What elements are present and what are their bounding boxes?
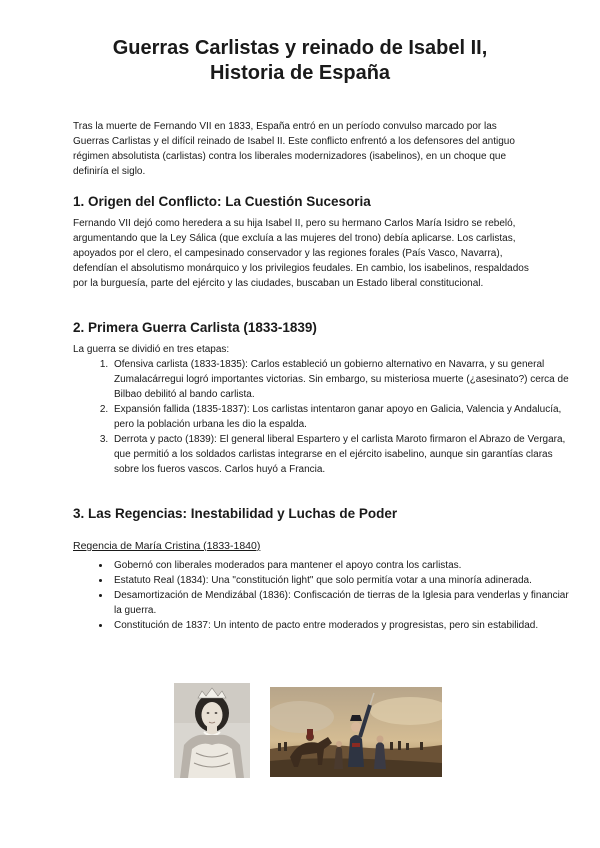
document-title — [60, 36, 540, 86]
section-3-heading: 3. Las Regencias: Inestabilidad y Luchas de Poder — [73, 506, 398, 521]
list-item: 1. Ofensiva carlista (1833-1835): Carlos estableció un gobierno alternativo en Navarra, y su general Zumalacárregui logró importantes victorias. Sin embargo, su misteriosa muerte (¿asesinato?) cerca de Bilbao debilitó al bando carlista. — [111, 357, 569, 402]
title-line-1: Guerras Carlistas y reinado de Isabel II, — [112, 37, 488, 59]
list-item: 3. Derrota y pacto (1839): El general liberal Espartero y el carlista Maroto firmaron el Abrazo de Vergara, que permitió a los soldados carlistas integrarse en el ejército isabelino, aunque sin garantías claras sobre los fueros vascos. Carlos huyó a Francia. — [111, 432, 569, 477]
section-2-stage-list — [73, 357, 569, 477]
isabel-ii-portrait-image — [174, 683, 250, 778]
section-1-paragraph: Fernando VII dejó como heredera a su hija Isabel II, pero su hermano Carlos María Isidro se rebeló, argumentando que la Ley Sálica (que excluía a las mujeres del trono) debía aplicarse. Los carlistas, apoyados por el clero, el campesinado conservador y las regiones forales (País Vasco, Navarra), defendían el absolutismo monárquico y los privilegios feudales. En cambio, los isabelinos, respaldados por la burguesía, parte del ejército y las ciudades, buscaban un Estado liberal constitucional. — [73, 218, 529, 289]
intro-paragraph: Tras la muerte de Fernando VII en 1833, España entró en un período convulso marcado por las Guerras Carlistas y el difícil reinado de Isabel II. Este conflicto enfrentó a los defensores del antiguo régimen absolutista (carlistas) contra los liberales modernizadores (isabelinos), en un choque que definiría el siglo. — [73, 121, 515, 177]
battle-painting-image — [270, 687, 442, 777]
section-3-bullet-list — [73, 558, 569, 633]
list-item: • Desamortización de Mendizábal (1836): Confiscación de tierras de la Iglesia para venderlas y financiar la guerra. — [111, 588, 569, 618]
section-3-subheading: Regencia de María Cristina (1833-1840) — [73, 540, 261, 552]
title-line-2: Historia de España — [209, 62, 391, 84]
list-item: • Estatuto Real (1834): Una "constitución light" que solo permitía votar a una minoría adinerada. — [111, 573, 569, 588]
section-2-lead: La guerra se dividió en tres etapas: — [73, 344, 230, 355]
list-item: • Gobernó con liberales moderados para mantener el apoyo contra los carlistas. — [111, 558, 569, 573]
section-1-heading: 1. Origen del Conflicto: La Cuestión Sucesoria — [73, 194, 371, 209]
list-item: 2. Expansión fallida (1835-1837): Los carlistas intentaron ganar apoyo en Galicia, Valencia y Andalucía, pero la población urbana les dio la espalda. — [111, 402, 569, 432]
list-item: • Constitución de 1837: Un intento de pacto entre moderados y progresistas, pero sin estabilidad. — [111, 618, 569, 633]
section-2-heading: 2. Primera Guerra Carlista (1833-1839) — [73, 320, 317, 335]
